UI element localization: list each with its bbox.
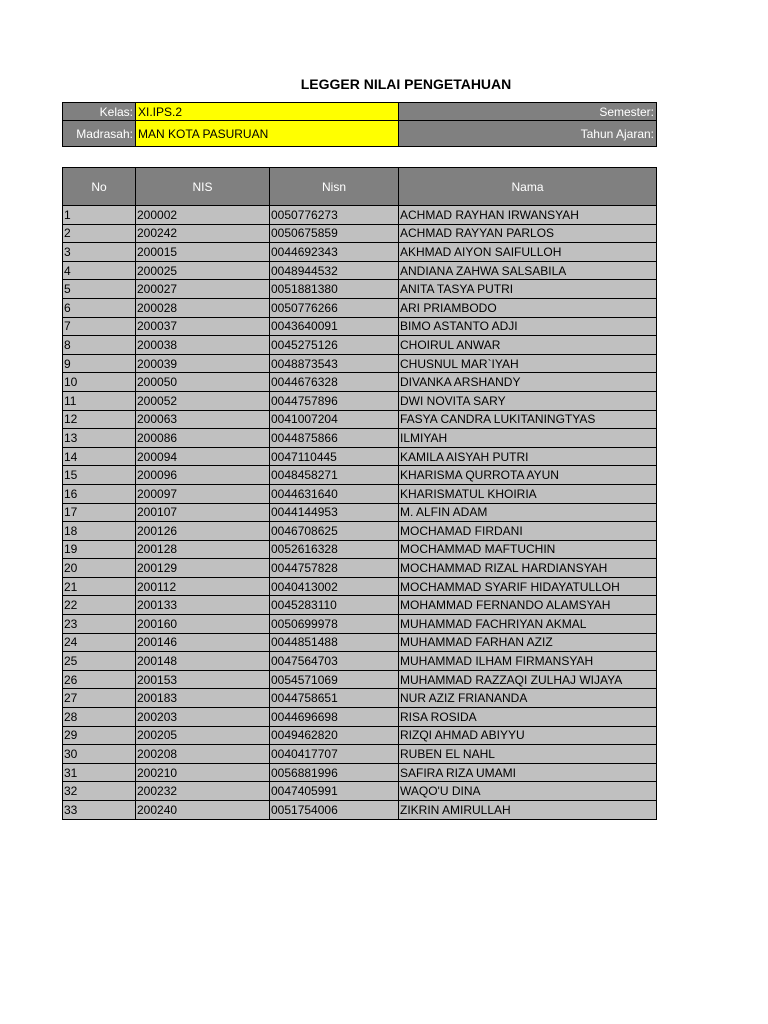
table-row	[63, 689, 657, 708]
student-nis-cell[interactable]: 200210	[136, 763, 270, 782]
table-row	[63, 652, 657, 671]
student-no-cell[interactable]: 17	[63, 503, 136, 522]
student-no-cell[interactable]: 25	[63, 652, 136, 671]
student-no-cell[interactable]: 2	[63, 224, 136, 243]
table-row	[63, 373, 657, 392]
student-no-cell[interactable]: 28	[63, 708, 136, 727]
table-row	[63, 577, 657, 596]
student-nama-cell[interactable]: SAFIRA RIZA UMAMI	[399, 763, 657, 782]
semester-label: Semester:	[399, 103, 657, 121]
table-row	[63, 280, 657, 299]
student-no-cell[interactable]: 3	[63, 243, 136, 262]
page-title: LEGGER NILAI PENGETAHUAN	[300, 76, 512, 92]
student-nis-cell[interactable]: 200128	[136, 540, 270, 559]
student-no-cell[interactable]: 8	[63, 336, 136, 355]
table-row	[63, 596, 657, 615]
table-row	[63, 410, 657, 429]
student-nisn-cell[interactable]: 0047564703	[270, 652, 399, 671]
student-nisn-cell[interactable]: 0044631640	[270, 484, 399, 503]
student-nisn-cell[interactable]: 0045283110	[270, 596, 399, 615]
madrasah-label: Madrasah:	[63, 121, 136, 147]
student-nama-cell[interactable]: NUR AZIZ FRIANANDA	[399, 689, 657, 708]
student-nisn-cell[interactable]: 0044875866	[270, 429, 399, 448]
student-nis-cell[interactable]: 200129	[136, 559, 270, 578]
table-row	[63, 317, 657, 336]
student-nis-cell[interactable]: 200050	[136, 373, 270, 392]
student-nis-cell[interactable]: 200096	[136, 466, 270, 485]
student-nisn-cell[interactable]: 0050776273	[270, 206, 399, 225]
student-nis-cell[interactable]: 200097	[136, 484, 270, 503]
student-nisn-cell[interactable]: 0043640091	[270, 317, 399, 336]
student-nis-cell[interactable]: 200146	[136, 633, 270, 652]
table-header-row	[63, 168, 657, 206]
student-nama-cell[interactable]: ILMIYAH	[399, 429, 657, 448]
table-row	[63, 206, 657, 225]
student-nisn-cell[interactable]: 0044851488	[270, 633, 399, 652]
tahun-ajaran-label: Tahun Ajaran:	[399, 121, 657, 147]
student-nis-cell[interactable]: 200039	[136, 354, 270, 373]
table-row	[63, 503, 657, 522]
student-nama-cell[interactable]: ARI PRIAMBODO	[399, 298, 657, 317]
student-nisn-cell[interactable]: 0040413002	[270, 577, 399, 596]
student-nis-cell[interactable]: 200208	[136, 745, 270, 764]
student-nama-cell[interactable]: MOCHAMMAD SYARIF HIDAYATULLOH	[399, 577, 657, 596]
table-row	[63, 726, 657, 745]
info-row-madrasah	[63, 121, 657, 147]
student-no-cell[interactable]: 24	[63, 633, 136, 652]
student-nis-cell[interactable]: 200153	[136, 670, 270, 689]
student-no-cell[interactable]: 15	[63, 466, 136, 485]
student-nama-cell[interactable]: CHUSNUL MAR`IYAH	[399, 354, 657, 373]
student-nisn-cell[interactable]: 0048873543	[270, 354, 399, 373]
student-nisn-cell[interactable]: 0044758651	[270, 689, 399, 708]
student-no-cell[interactable]: 23	[63, 615, 136, 634]
student-nis-cell[interactable]: 200112	[136, 577, 270, 596]
table-row	[63, 763, 657, 782]
student-nisn-cell[interactable]: 0045275126	[270, 336, 399, 355]
student-nisn-cell[interactable]: 0051754006	[270, 801, 399, 820]
student-no-cell[interactable]: 4	[63, 261, 136, 280]
student-nisn-cell[interactable]: 0044676328	[270, 373, 399, 392]
table-row	[63, 466, 657, 485]
table-row	[63, 298, 657, 317]
student-nama-cell[interactable]: KHARISMA QURROTA AYUN	[399, 466, 657, 485]
student-no-cell[interactable]: 21	[63, 577, 136, 596]
student-nis-cell[interactable]: 200205	[136, 726, 270, 745]
student-nisn-cell[interactable]: 0044144953	[270, 503, 399, 522]
student-nisn-cell[interactable]: 0051881380	[270, 280, 399, 299]
student-nama-cell[interactable]: M. ALFIN ADAM	[399, 503, 657, 522]
student-nama-cell[interactable]: CHOIRUL ANWAR	[399, 336, 657, 355]
student-nisn-cell[interactable]: 0052616328	[270, 540, 399, 559]
student-no-cell[interactable]: 10	[63, 373, 136, 392]
student-nis-cell[interactable]: 200038	[136, 336, 270, 355]
student-nis-cell[interactable]: 200037	[136, 317, 270, 336]
table-row	[63, 522, 657, 541]
student-nama-cell[interactable]: MOCHAMMAD RIZAL HARDIANSYAH	[399, 559, 657, 578]
student-nisn-cell[interactable]: 0054571069	[270, 670, 399, 689]
table-row	[63, 484, 657, 503]
student-nisn-cell[interactable]: 0044757828	[270, 559, 399, 578]
table-row	[63, 633, 657, 652]
student-nama-cell[interactable]: ANITA TASYA PUTRI	[399, 280, 657, 299]
student-nisn-cell[interactable]: 0047405991	[270, 782, 399, 801]
student-no-cell[interactable]: 13	[63, 429, 136, 448]
column-header-nisn: Nisn	[270, 168, 399, 206]
student-nama-cell[interactable]: ZIKRIN AMIRULLAH	[399, 801, 657, 820]
student-no-cell[interactable]: 1	[63, 206, 136, 225]
student-no-cell[interactable]: 31	[63, 763, 136, 782]
student-nis-cell[interactable]: 200002	[136, 206, 270, 225]
student-nama-cell[interactable]: DWI NOVITA SARY	[399, 391, 657, 410]
student-nama-cell[interactable]: MOCHAMMAD MAFTUCHIN	[399, 540, 657, 559]
student-nama-cell[interactable]: ACHMAD RAYYAN PARLOS	[399, 224, 657, 243]
student-no-cell[interactable]: 29	[63, 726, 136, 745]
student-nis-cell[interactable]: 200028	[136, 298, 270, 317]
student-no-cell[interactable]: 5	[63, 280, 136, 299]
student-nama-cell[interactable]: MOCHAMAD FIRDANI	[399, 522, 657, 541]
student-nama-cell[interactable]: BIMO ASTANTO ADJI	[399, 317, 657, 336]
student-no-cell[interactable]: 6	[63, 298, 136, 317]
student-table	[62, 167, 657, 820]
student-nama-cell[interactable]: RUBEN EL NAHL	[399, 745, 657, 764]
table-row	[63, 261, 657, 280]
table-row	[63, 782, 657, 801]
student-nisn-cell[interactable]: 0044757896	[270, 391, 399, 410]
info-header-table	[62, 102, 657, 147]
student-nisn-cell[interactable]: 0040417707	[270, 745, 399, 764]
student-nisn-cell[interactable]: 0050699978	[270, 615, 399, 634]
student-nis-cell[interactable]: 200148	[136, 652, 270, 671]
student-nis-cell[interactable]: 200015	[136, 243, 270, 262]
info-row-kelas	[63, 103, 657, 121]
student-nis-cell[interactable]: 200160	[136, 615, 270, 634]
student-nama-cell[interactable]: RISA ROSIDA	[399, 708, 657, 727]
student-nama-cell[interactable]: AKHMAD AIYON SAIFULLOH	[399, 243, 657, 262]
table-row	[63, 559, 657, 578]
student-nama-cell[interactable]: MUHAMMAD FARHAN AZIZ	[399, 633, 657, 652]
table-row	[63, 801, 657, 820]
student-nama-cell[interactable]: KHARISMATUL KHOIRIA	[399, 484, 657, 503]
student-nis-cell[interactable]: 200242	[136, 224, 270, 243]
table-row	[63, 224, 657, 243]
student-nisn-cell[interactable]: 0047110445	[270, 447, 399, 466]
student-nisn-cell[interactable]: 0056881996	[270, 763, 399, 782]
student-no-cell[interactable]: 7	[63, 317, 136, 336]
student-nisn-cell[interactable]: 0049462820	[270, 726, 399, 745]
student-no-cell[interactable]: 33	[63, 801, 136, 820]
student-nis-cell[interactable]: 200232	[136, 782, 270, 801]
student-nisn-cell[interactable]: 0048458271	[270, 466, 399, 485]
student-no-cell[interactable]: 19	[63, 540, 136, 559]
student-nis-cell[interactable]: 200183	[136, 689, 270, 708]
student-nama-cell[interactable]: RIZQI AHMAD ABIYYU	[399, 726, 657, 745]
table-row	[63, 745, 657, 764]
student-no-cell[interactable]: 14	[63, 447, 136, 466]
student-nama-cell[interactable]: MUHAMMAD ILHAM FIRMANSYAH	[399, 652, 657, 671]
student-nisn-cell[interactable]: 0050675859	[270, 224, 399, 243]
student-nama-cell[interactable]: DIVANKA ARSHANDY	[399, 373, 657, 392]
student-nama-cell[interactable]: MUHAMMAD RAZZAQI ZULHAJ WIJAYA	[399, 670, 657, 689]
student-nama-cell[interactable]: WAQO'U DINA	[399, 782, 657, 801]
table-row	[63, 447, 657, 466]
student-nis-cell[interactable]: 200203	[136, 708, 270, 727]
student-nisn-cell[interactable]: 0050776266	[270, 298, 399, 317]
student-nis-cell[interactable]: 200126	[136, 522, 270, 541]
student-no-cell[interactable]: 16	[63, 484, 136, 503]
student-no-cell[interactable]: 26	[63, 670, 136, 689]
student-nis-cell[interactable]: 200025	[136, 261, 270, 280]
student-nis-cell[interactable]: 200052	[136, 391, 270, 410]
table-row	[63, 615, 657, 634]
student-nis-cell[interactable]: 200086	[136, 429, 270, 448]
student-nisn-cell[interactable]: 0041007204	[270, 410, 399, 429]
madrasah-value[interactable]: MAN KOTA PASURUAN	[136, 121, 399, 147]
kelas-label: Kelas:	[63, 103, 136, 121]
student-no-cell[interactable]: 30	[63, 745, 136, 764]
student-nis-cell[interactable]: 200240	[136, 801, 270, 820]
student-nama-cell[interactable]: ACHMAD RAYHAN IRWANSYAH	[399, 206, 657, 225]
table-row	[63, 670, 657, 689]
student-nis-cell[interactable]: 200133	[136, 596, 270, 615]
table-row	[63, 391, 657, 410]
student-no-cell[interactable]: 20	[63, 559, 136, 578]
kelas-value[interactable]: XI.IPS.2	[136, 103, 399, 121]
student-nama-cell[interactable]: MOHAMMAD FERNANDO ALAMSYAH	[399, 596, 657, 615]
table-row	[63, 708, 657, 727]
student-nama-cell[interactable]: FASYA CANDRA LUKITANINGTYAS	[399, 410, 657, 429]
student-no-cell[interactable]: 32	[63, 782, 136, 801]
student-nisn-cell[interactable]: 0044696698	[270, 708, 399, 727]
student-nisn-cell[interactable]: 0048944532	[270, 261, 399, 280]
student-nama-cell[interactable]: ANDIANA ZAHWA SALSABILA	[399, 261, 657, 280]
table-row	[63, 354, 657, 373]
student-no-cell[interactable]: 22	[63, 596, 136, 615]
student-no-cell[interactable]: 18	[63, 522, 136, 541]
table-row	[63, 429, 657, 448]
student-nisn-cell[interactable]: 0044692343	[270, 243, 399, 262]
student-no-cell[interactable]: 11	[63, 391, 136, 410]
column-header-nama: Nama	[399, 168, 657, 206]
student-nis-cell[interactable]: 200107	[136, 503, 270, 522]
column-header-nis: NIS	[136, 168, 270, 206]
column-header-no: No	[63, 168, 136, 206]
student-no-cell[interactable]: 12	[63, 410, 136, 429]
table-row	[63, 243, 657, 262]
table-row	[63, 336, 657, 355]
student-nama-cell[interactable]: KAMILA AISYAH PUTRI	[399, 447, 657, 466]
student-nis-cell[interactable]: 200027	[136, 280, 270, 299]
student-nis-cell[interactable]: 200063	[136, 410, 270, 429]
student-no-cell[interactable]: 9	[63, 354, 136, 373]
student-nisn-cell[interactable]: 0046708625	[270, 522, 399, 541]
student-nama-cell[interactable]: MUHAMMAD FACHRIYAN AKMAL	[399, 615, 657, 634]
student-nis-cell[interactable]: 200094	[136, 447, 270, 466]
table-row	[63, 540, 657, 559]
student-no-cell[interactable]: 27	[63, 689, 136, 708]
